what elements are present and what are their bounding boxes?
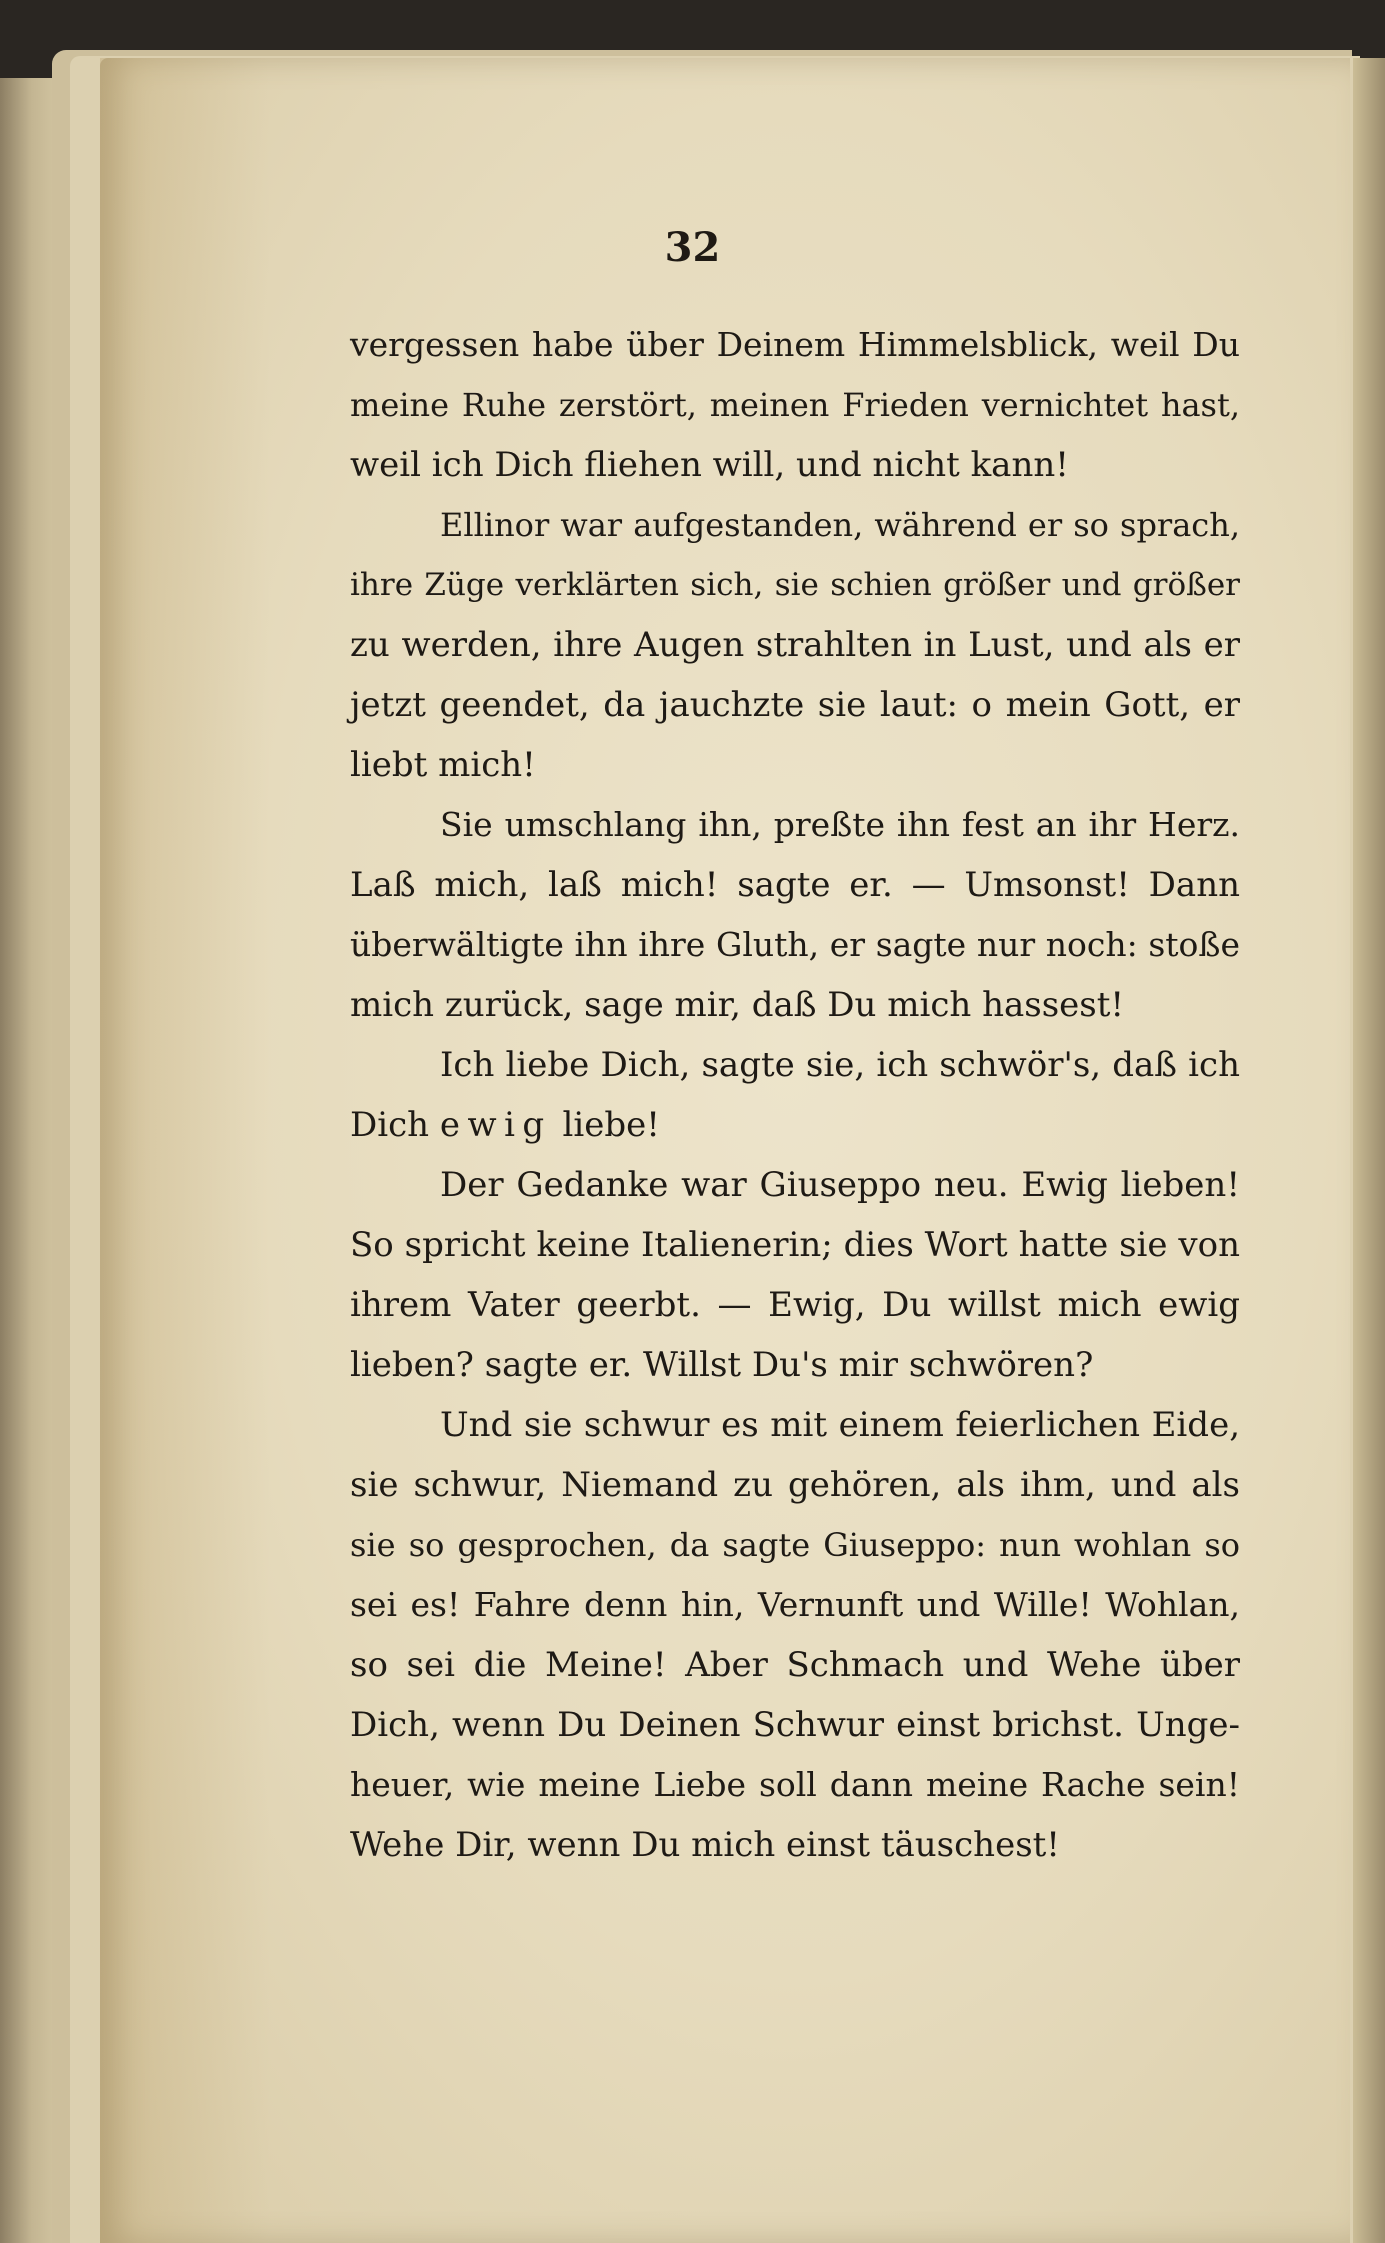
page-stain: [100, 58, 270, 2243]
text-line: lieben? sagte er. Willst Du's mir schwören?: [350, 1345, 1094, 1385]
body-text: [350, 315, 1240, 1875]
text-line: meine Ruhe zerstört, meinen Frieden vernichtet hast,: [350, 386, 1240, 424]
text-line: liebt mich!: [350, 745, 536, 785]
paragraph-first-line: Ich liebe Dich, sagte sie, ich schwör's, daß ich: [440, 1045, 1240, 1085]
paragraph-first-line: Der Gedanke war Giuseppo neu. Ewig lieben!: [440, 1165, 1240, 1205]
text-line: ihre Züge verklärten sich, sie schien größer und größer: [350, 567, 1240, 603]
text-line: Dich, wenn Du Deinen Schwur einst brichst. Unge-: [350, 1705, 1240, 1745]
text-word: Dich: [350, 1105, 430, 1145]
book-gutter: [1353, 58, 1385, 2243]
text-line: Laß mich, laß mich! sagte er. — Umsonst! Dann: [350, 865, 1240, 905]
text-line: überwältigte ihn ihre Gluth, er sagte nur noch: stoße: [350, 925, 1240, 964]
paragraph-first-line: Sie umschlang ihn, preßte ihn fest an ihr Herz.: [440, 805, 1240, 844]
text-line: heuer, wie meine Liebe soll dann meine Rache sein!: [350, 1765, 1240, 1804]
text-line: ihrem Vater geerbt. — Ewig, Du willst mich ewig: [350, 1285, 1240, 1325]
text-line: jetzt geendet, da jauchzte sie laut: o mein Gott, er: [350, 685, 1240, 725]
page-number: 32: [664, 224, 721, 271]
text-line: so sei die Meine! Aber Schmach und Wehe über: [350, 1645, 1240, 1685]
text-line-with-emphasis: [350, 1095, 1240, 1155]
text-line: So spricht keine Italienerin; dies Wort hatte sie von: [350, 1225, 1240, 1265]
text-line: sei es! Fahre denn hin, Vernunft und Wille! Wohlan,: [350, 1585, 1240, 1624]
paragraph-first-line: Ellinor war aufgestanden, während er so sprach,: [440, 506, 1240, 544]
paragraph-first-line: Und sie schwur es mit einem feierlichen Eide,: [440, 1405, 1240, 1445]
text-line: zu werden, ihre Augen strahlten in Lust, und als er: [350, 625, 1240, 665]
text-line: weil ich Dich fliehen will, und nicht kann!: [350, 445, 1069, 485]
text-word: liebe!: [562, 1105, 660, 1145]
text-line: mich zurück, sage mir, daß Du mich hassest!: [350, 985, 1125, 1025]
text-line: vergessen habe über Deinem Himmelsblick, weil Du: [350, 325, 1240, 364]
text-line: sie schwur, Niemand zu gehören, als ihm, und als: [350, 1465, 1240, 1505]
text-line: sie so gesprochen, da sagte Giuseppo: nun wohlan so: [350, 1526, 1240, 1564]
emphasized-word: ewig: [439, 1105, 552, 1145]
text-line: Wehe Dir, wenn Du mich einst täuschest!: [350, 1825, 1060, 1865]
